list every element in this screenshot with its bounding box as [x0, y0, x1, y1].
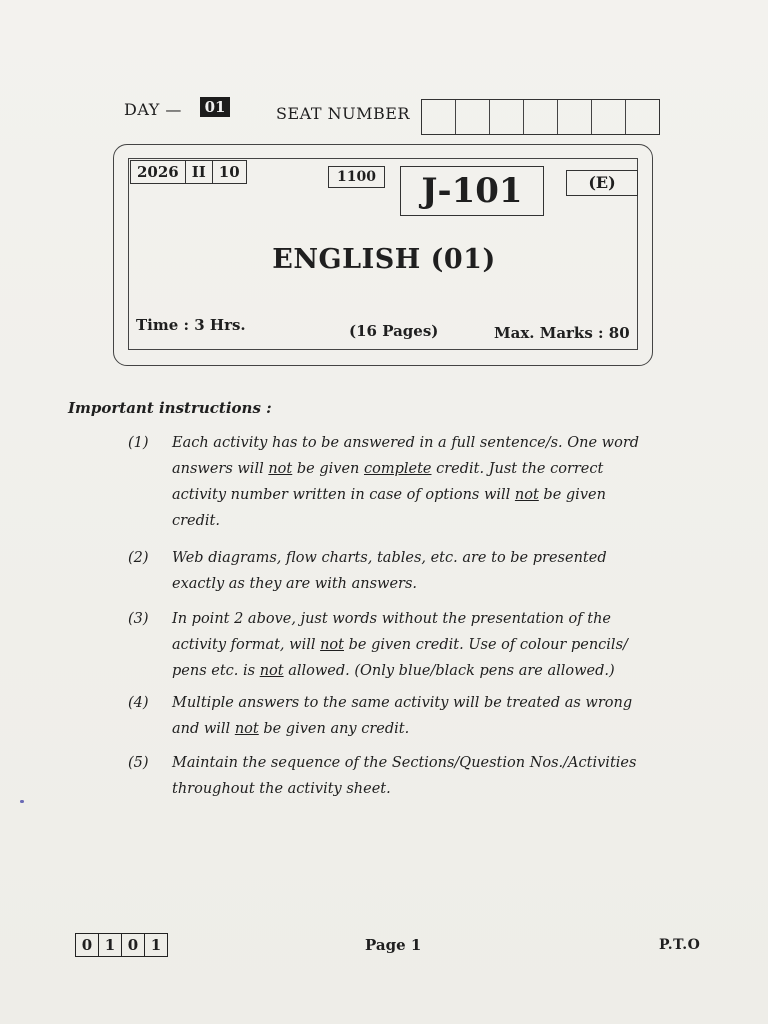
page-number: Page 1 — [365, 936, 422, 954]
instructions-heading: Important instructions : — [68, 399, 272, 417]
instruction-item — [128, 430, 640, 534]
year-code: 2026 — [131, 161, 186, 183]
instruction-text: In point 2 above, just words without the presentation of the activity format, will not be given credit. Use of colour pencils/ pens etc. is not allowed. (Only blue/black pens are allowed.) — [172, 611, 628, 679]
footer-code-boxes — [75, 933, 168, 957]
time-code-box: 1100 — [328, 166, 385, 188]
please-turn-over: P.T.O — [659, 937, 701, 953]
duration: Time : 3 Hrs. — [136, 316, 246, 334]
seat-digit-box[interactable] — [490, 100, 524, 134]
seat-digit-box[interactable] — [626, 100, 659, 134]
instruction-number: (2) — [128, 550, 149, 566]
seat-digit-box[interactable] — [558, 100, 592, 134]
instruction-number: (4) — [128, 695, 149, 711]
subject-title: ENGLISH (01) — [272, 244, 496, 275]
instruction-number: (5) — [128, 755, 149, 771]
instruction-text: Multiple answers to the same activity will be treated as wrong and will not be given any credit. — [172, 695, 633, 737]
language-code: (E) — [566, 170, 638, 196]
seat-number-label: SEAT NUMBER — [276, 104, 410, 123]
instruction-text: Each activity has to be answered in a full sentence/s. One word answers will not be given complete credit. Just the correct activity number written in case of options will not be given credit. — [172, 435, 640, 529]
seat-number-boxes[interactable] — [421, 99, 660, 135]
footer-code-digit: 0 — [122, 934, 145, 956]
day-value: 01 — [200, 97, 230, 117]
instruction-item — [128, 750, 640, 802]
instruction-item — [128, 690, 640, 742]
instruction-text: Maintain the sequence of the Sections/Question Nos./Activities throughout the activity sheet. — [172, 755, 637, 797]
seat-digit-box[interactable] — [456, 100, 490, 134]
paper-code: J-101 — [400, 166, 544, 216]
footer-code-digit: 1 — [99, 934, 122, 956]
max-marks: Max. Marks : 80 — [494, 324, 630, 342]
footer-code-digit: 1 — [150, 936, 162, 954]
class-code: 10 — [218, 163, 240, 181]
page-count: (16 Pages) — [349, 322, 439, 340]
instruction-item — [128, 545, 640, 597]
instruction-number: (3) — [128, 611, 149, 627]
term-code: II — [186, 161, 213, 183]
session-code-boxes — [130, 160, 247, 184]
seat-digit-box[interactable] — [422, 100, 456, 134]
instruction-text: Web diagrams, flow charts, tables, etc. are to be presented exactly as they are with answers. — [172, 550, 607, 592]
day-label: DAY — — [124, 100, 182, 119]
instruction-number: (1) — [128, 435, 149, 451]
seat-digit-box[interactable] — [524, 100, 558, 134]
instruction-item — [128, 606, 640, 684]
seat-digit-box[interactable] — [592, 100, 626, 134]
footer-code-digit: 0 — [76, 934, 99, 956]
ink-mark — [20, 800, 24, 803]
